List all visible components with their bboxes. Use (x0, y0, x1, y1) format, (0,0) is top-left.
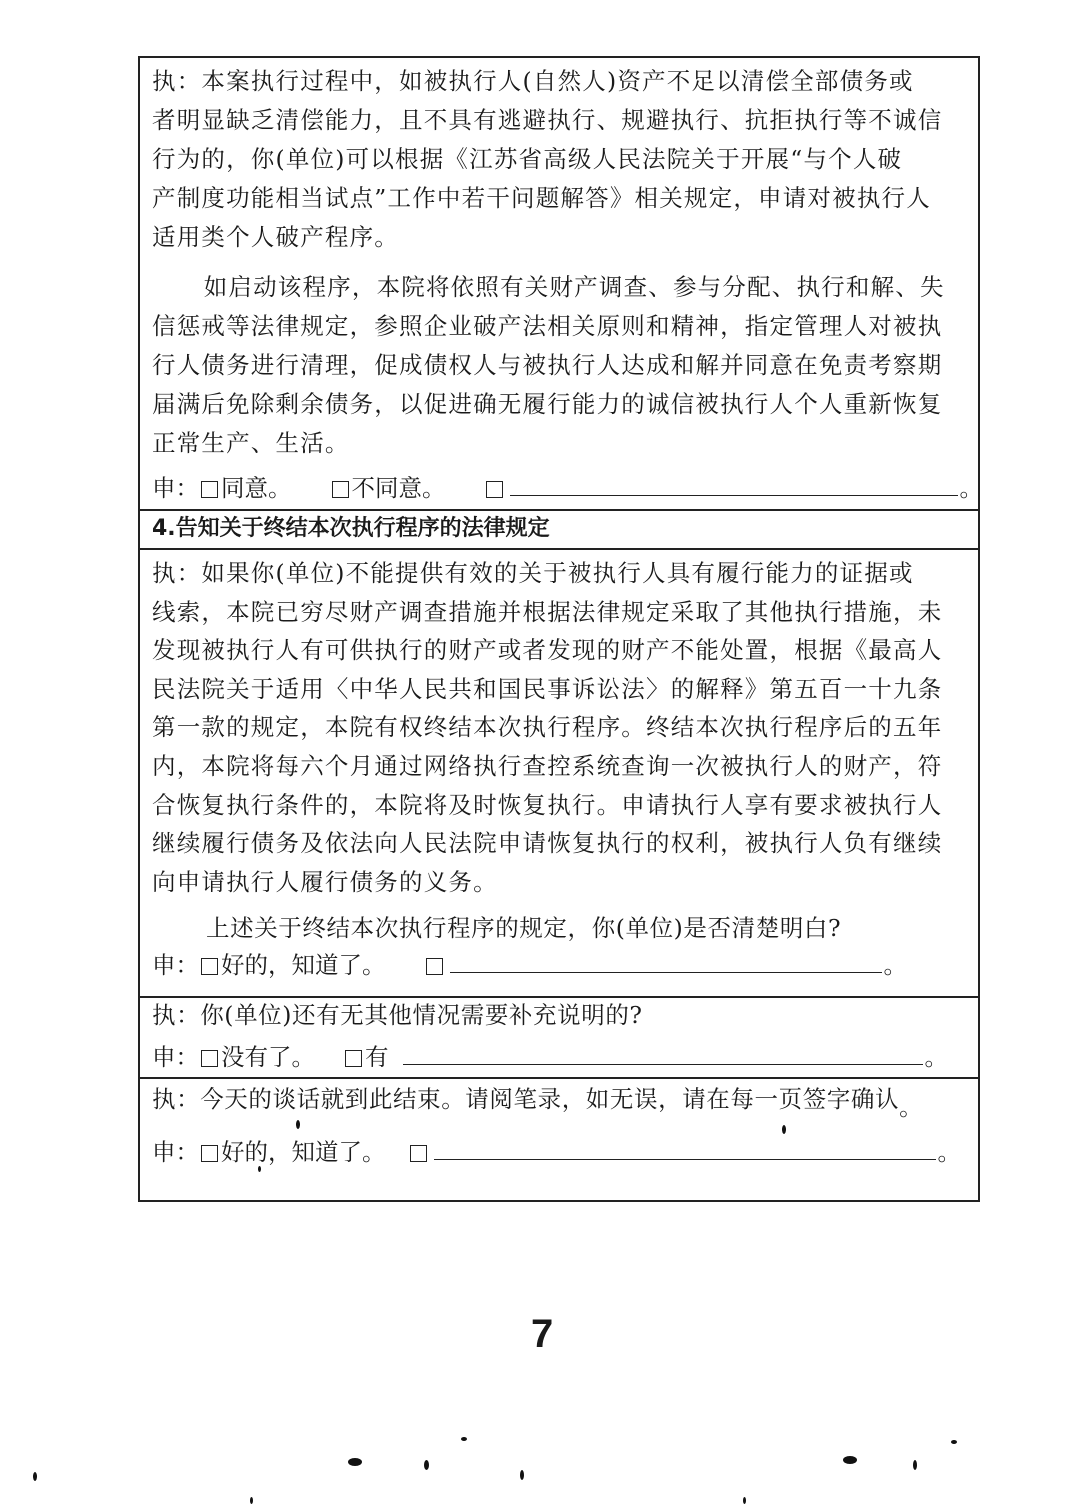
option-none[interactable] (199, 1042, 315, 1072)
section1-p2-line-1: 如启动该程序，本院将依照有关财产调查、参与分配、执行和解、失 (203, 273, 945, 301)
section4-question-row (152, 1084, 924, 1121)
acknowledged-checkbox[interactable] (201, 1145, 218, 1162)
section4-question-end: 。 (899, 1093, 924, 1121)
section2-heading: 4.告知关于终结本次执行程序的法律规定 (152, 516, 550, 541)
option-acknowledged[interactable] (199, 1137, 386, 1167)
section1-p2-line-4: 届满后免除剩余债务，以促进确无履行能力的诚信被执行人个人重新恢复 (152, 390, 943, 418)
option-disagree[interactable] (330, 473, 446, 503)
section4-answer-row (152, 1137, 961, 1167)
yes-checkbox[interactable] (345, 1050, 362, 1067)
other-checkbox[interactable] (486, 481, 503, 498)
section1-answer-row (152, 473, 983, 503)
section1-line-1: 执：本案执行过程中，如被执行人(自然人)资产不足以清偿全部债务或 (152, 67, 914, 95)
scan-speck (843, 1456, 857, 1464)
other-blank-line[interactable] (434, 1137, 936, 1160)
scan-speck (743, 1497, 746, 1504)
option-understood[interactable] (199, 950, 386, 980)
option-yes[interactable] (343, 1042, 948, 1072)
section2-paragraph (152, 554, 968, 901)
section2-line-8: 继续履行债务及依法向人民法院申请恢复执行的权利，被执行人负有继续 (152, 829, 943, 858)
section2-line-1: 执：如果你(单位)不能提供有效的关于被执行人具有履行能力的证据或 (152, 559, 914, 587)
answer-prefix: 申： (152, 474, 199, 502)
supplement-blank-line[interactable] (403, 1042, 923, 1065)
section2-line-9: 向申请执行人履行债务的义务。 (152, 867, 498, 896)
other-checkbox[interactable] (426, 958, 443, 975)
section4-question: 执：今天的谈话就到此结束。请阅笔录，如无误，请在每一页签字确认 (152, 1085, 900, 1113)
section1-line-2: 者明显缺乏清偿能力，且不具有逃避执行、规避执行、抗拒执行等不诚信 (152, 106, 943, 134)
agree-label: 同意。 (221, 474, 292, 502)
section1-line-5: 适用类个人破产程序。 (152, 223, 399, 251)
section2-line-3: 发现被执行人有可供执行的财产或者发现的财产不能处置，根据《最高人 (152, 636, 943, 665)
scan-speck (461, 1437, 467, 1441)
end-mark: 。 (937, 1138, 961, 1166)
section2-line-5: 第一款的规定，本院有权终结本次执行程序。终结本次执行程序后的五年 (152, 713, 943, 742)
end-mark: 。 (883, 951, 907, 979)
section3-question: 执：你(单位)还有无其他情况需要补充说明的? (152, 1001, 643, 1029)
option-other[interactable] (424, 950, 908, 980)
page-number: 7 (531, 1312, 554, 1356)
section1-line-3: 行为的，你(单位)可以根据《江苏省高级人民法院关于开展“与个人破 (152, 145, 903, 173)
disagree-label: 不同意。 (351, 474, 446, 502)
answer-prefix: 申： (152, 1043, 199, 1071)
end-mark: 。 (924, 1043, 948, 1071)
scan-speck (782, 1125, 786, 1134)
divider-1 (140, 509, 978, 511)
section1-line-4: 产制度功能相当试点”工作中若干问题解答》相关规定，申请对被执行人 (152, 184, 931, 212)
answer-prefix: 申： (152, 951, 199, 979)
understood-label: 好的，知道了。 (221, 951, 386, 979)
scan-speck (296, 1120, 300, 1129)
section3-answer-row (152, 1042, 948, 1072)
scan-speck (33, 1472, 37, 1481)
other-blank-line[interactable] (450, 950, 882, 973)
option-other[interactable] (484, 473, 984, 503)
understood-checkbox[interactable] (201, 958, 218, 975)
section1-p2-line-5: 正常生产、生活。 (152, 429, 350, 457)
section2-question: 上述关于终结本次执行程序的规定，你(单位)是否清楚明白? (206, 914, 842, 942)
option-other[interactable] (408, 1137, 962, 1167)
section1-paragraph2 (152, 268, 968, 463)
scan-speck (951, 1440, 957, 1444)
acknowledged-label: 好的，知道了。 (221, 1138, 386, 1166)
option-agree[interactable] (199, 473, 292, 503)
section2-line-7: 合恢复执行条件的，本院将及时恢复执行。申请执行人享有要求被执行人 (152, 790, 943, 819)
scan-speck (348, 1458, 362, 1466)
record-form (138, 56, 983, 1202)
scan-speck (258, 1166, 261, 1172)
section1-p2-line-2: 信惩戒等法律规定，参照企业破产法相关原则和精神，指定管理人对被执 (152, 312, 943, 340)
section2-line-6: 内，本院将每六个月通过网络执行查控系统查询一次被执行人的财产，符 (152, 751, 943, 780)
none-label: 没有了。 (221, 1043, 315, 1071)
section2-answer-row (152, 950, 907, 980)
scan-speck (520, 1470, 524, 1480)
section2-line-4: 民法院关于适用〈中华人民共和国民事诉讼法〉的解释》第五百一十九条 (152, 674, 943, 703)
other-blank-line[interactable] (510, 473, 958, 496)
divider-4 (140, 1077, 978, 1079)
section1-p2-line-3: 行人债务进行清理，促成债权人与被执行人达成和解并同意在免责考察期 (152, 351, 943, 379)
end-mark: 。 (959, 474, 983, 502)
scan-speck (250, 1497, 253, 1504)
yes-label: 有 (365, 1043, 389, 1071)
none-checkbox[interactable] (201, 1050, 218, 1067)
section2-line-2: 线索，本院已穷尽财产调查措施并根据法律规定采取了其他执行措施，未 (152, 597, 943, 626)
answer-prefix: 申： (152, 1138, 199, 1166)
scan-speck (424, 1460, 429, 1470)
divider-2 (140, 548, 978, 550)
other-checkbox[interactable] (410, 1145, 427, 1162)
section1-paragraph1 (152, 62, 968, 257)
scan-speck (913, 1460, 917, 1470)
agree-checkbox[interactable] (201, 481, 218, 498)
disagree-checkbox[interactable] (332, 481, 349, 498)
divider-3 (140, 996, 978, 998)
